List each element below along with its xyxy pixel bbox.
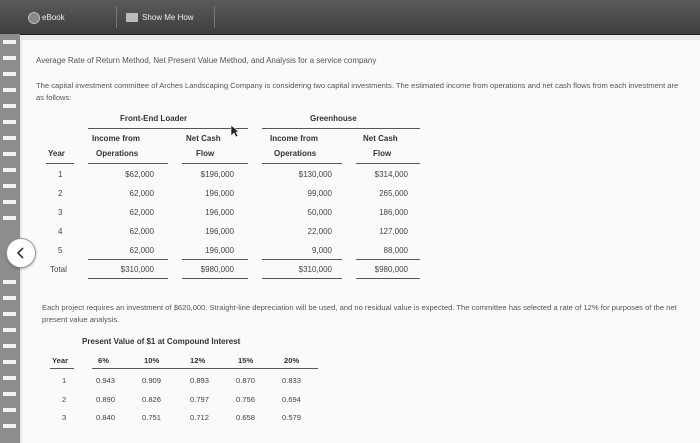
problem-assumptions: Each project requires an investment of $620,000. Straight-line depreciation will be used, and no residual value is expected. The committee has selected a rate of 12% for purposes of the net present value analysis.: [42, 303, 677, 324]
sidebar-tab[interactable]: [3, 328, 16, 332]
pv-cell: 0.893: [190, 376, 210, 385]
cell-year: 1: [58, 170, 63, 179]
sidebar-tab[interactable]: [3, 136, 16, 140]
pv-cell: 0.840: [96, 413, 116, 422]
group-header-front-end-loader: Front-End Loader: [120, 114, 188, 123]
cell-gh-cash: 127,000: [379, 227, 408, 236]
pv-cell: 0.870: [236, 376, 256, 385]
cell-fe-income: $62,000: [125, 170, 154, 179]
cell-fe-income-total: $310,000: [120, 265, 154, 274]
sidebar-tab[interactable]: [3, 360, 16, 364]
cell-fe-cash: 196,000: [205, 246, 234, 255]
cell-year: 2: [58, 189, 63, 198]
pv-header-underline: [50, 368, 74, 369]
problem-title: Average Rate of Return Method, Net Present Value Method, and Analysis for a service company: [36, 56, 377, 65]
pv-header-20: 20%: [284, 356, 300, 365]
video-icon[interactable]: [126, 13, 138, 22]
cell-gh-income-total: $310,000: [298, 265, 332, 274]
sidebar-tab[interactable]: [3, 424, 16, 428]
sidebar-tab[interactable]: [3, 280, 16, 284]
toolbar-divider: [116, 6, 117, 28]
pv-cell: 0.909: [142, 376, 162, 385]
cell-fe-income: 62,000: [129, 227, 154, 236]
total-underline: [262, 259, 342, 260]
sidebar-tab[interactable]: [3, 392, 16, 396]
sidebar-tab[interactable]: [3, 184, 16, 188]
pv-header-underline: [92, 368, 318, 369]
col-header-income-1: Income from: [92, 134, 141, 143]
sidebar-tab[interactable]: [3, 168, 16, 172]
pv-cell: 0.756: [236, 395, 256, 404]
pv-cell: 0.658: [236, 413, 256, 422]
mouse-cursor-icon: [230, 124, 240, 138]
cell-gh-cash: 265,000: [379, 189, 408, 198]
header-underline: [88, 163, 168, 164]
col-header-income-2: Operations: [96, 149, 139, 158]
cell-gh-income: 22,000: [307, 227, 332, 236]
cell-total-label: Total: [50, 265, 67, 274]
ebook-icon[interactable]: [28, 12, 40, 24]
cell-gh-cash: 88,000: [383, 246, 408, 255]
pv-cell: 0.751: [142, 413, 162, 422]
double-underline: [88, 278, 168, 281]
cell-gh-cash-total: $980,000: [374, 265, 408, 274]
double-underline: [356, 278, 420, 281]
pv-cell: 0.694: [282, 395, 302, 404]
cell-fe-income: 62,000: [129, 208, 154, 217]
problem-intro: The capital investment committee of Arches Landscaping Company is considering two capital investments. The estimated income from operations and net cash flows from each investment are as follows:: [36, 81, 679, 102]
chevron-left-icon: [14, 246, 28, 260]
double-underline: [182, 278, 248, 281]
ebook-tab[interactable]: eBook: [42, 13, 65, 22]
pv-cell: 3: [62, 413, 67, 422]
sidebar-tab[interactable]: [3, 88, 16, 92]
top-toolbar: [0, 0, 700, 35]
pv-cell: 2: [62, 395, 67, 404]
cell-fe-cash: $196,000: [200, 170, 234, 179]
sidebar-tab[interactable]: [3, 152, 16, 156]
sidebar-tab[interactable]: [3, 296, 16, 300]
col-header-year: Year: [48, 149, 65, 158]
cell-gh-income: 99,000: [307, 189, 332, 198]
problem-content: [22, 40, 700, 443]
header-underline: [182, 163, 248, 164]
toolbar-divider: [214, 6, 215, 28]
cell-fe-income: 62,000: [129, 189, 154, 198]
total-underline: [356, 259, 420, 260]
pv-header-15: 15%: [238, 356, 254, 365]
cell-gh-income: 50,000: [307, 208, 332, 217]
pv-cell: 0.943: [96, 376, 116, 385]
sidebar-tab[interactable]: [3, 200, 16, 204]
cell-fe-cash-total: $980,000: [200, 265, 234, 274]
pv-header-year: Year: [52, 356, 69, 365]
sidebar-tab[interactable]: [3, 312, 16, 316]
pv-cell: 0.579: [282, 413, 302, 422]
cell-fe-income: 62,000: [129, 246, 154, 255]
cell-gh-cash: 186,000: [379, 208, 408, 217]
sidebar-tab[interactable]: [3, 216, 16, 220]
sidebar-tab[interactable]: [3, 120, 16, 124]
pv-cell: 0.833: [282, 376, 302, 385]
pv-cell: 0.890: [96, 395, 116, 404]
cell-fe-cash: 196,000: [205, 227, 234, 236]
col-header-cash-1: Net Cash: [363, 134, 398, 143]
pv-header-6: 6%: [98, 356, 109, 365]
group-underline: [88, 128, 248, 129]
col-header-cash-1: Net Cash: [186, 134, 221, 143]
double-underline: [262, 278, 342, 281]
group-header-greenhouse: Greenhouse: [310, 114, 357, 123]
collapse-panel-button[interactable]: [6, 238, 36, 268]
header-underline: [262, 163, 342, 164]
cell-year: 3: [58, 208, 63, 217]
pv-table-title: Present Value of $1 at Compound Interest: [82, 337, 241, 346]
pv-cell: 0.826: [142, 395, 162, 404]
col-header-cash-2: Flow: [373, 149, 392, 158]
pv-cell: 0.797: [190, 395, 210, 404]
pv-header-12: 12%: [190, 356, 206, 365]
sidebar-tab[interactable]: [3, 72, 16, 76]
col-header-cash-2: Flow: [196, 149, 215, 158]
pv-header-10: 10%: [144, 356, 160, 365]
cell-gh-income: 9,000: [311, 246, 332, 255]
sidebar-tab[interactable]: [3, 40, 16, 44]
group-underline: [262, 128, 420, 129]
pv-cell: 0.712: [190, 413, 210, 422]
cell-gh-cash: $314,000: [374, 170, 408, 179]
sidebar-tab[interactable]: [3, 344, 16, 348]
header-underline: [46, 163, 74, 164]
total-underline: [182, 259, 248, 260]
sidebar-tab[interactable]: [3, 376, 16, 380]
total-underline: [88, 259, 168, 260]
col-header-income-2: Operations: [274, 149, 317, 158]
cell-year: 4: [58, 227, 63, 236]
show-me-how-tab[interactable]: Show Me How: [142, 13, 194, 22]
pv-cell: 1: [62, 376, 67, 385]
header-underline: [356, 163, 420, 164]
cell-year: 5: [58, 246, 63, 255]
sidebar-tab[interactable]: [3, 408, 16, 412]
col-header-income-1: Income from: [270, 134, 319, 143]
cell-gh-income: $130,000: [298, 170, 332, 179]
cell-fe-cash: 196,000: [205, 208, 234, 217]
sidebar-tab[interactable]: [3, 56, 16, 60]
sidebar-tab[interactable]: [3, 104, 16, 108]
cell-fe-cash: 196,000: [205, 189, 234, 198]
